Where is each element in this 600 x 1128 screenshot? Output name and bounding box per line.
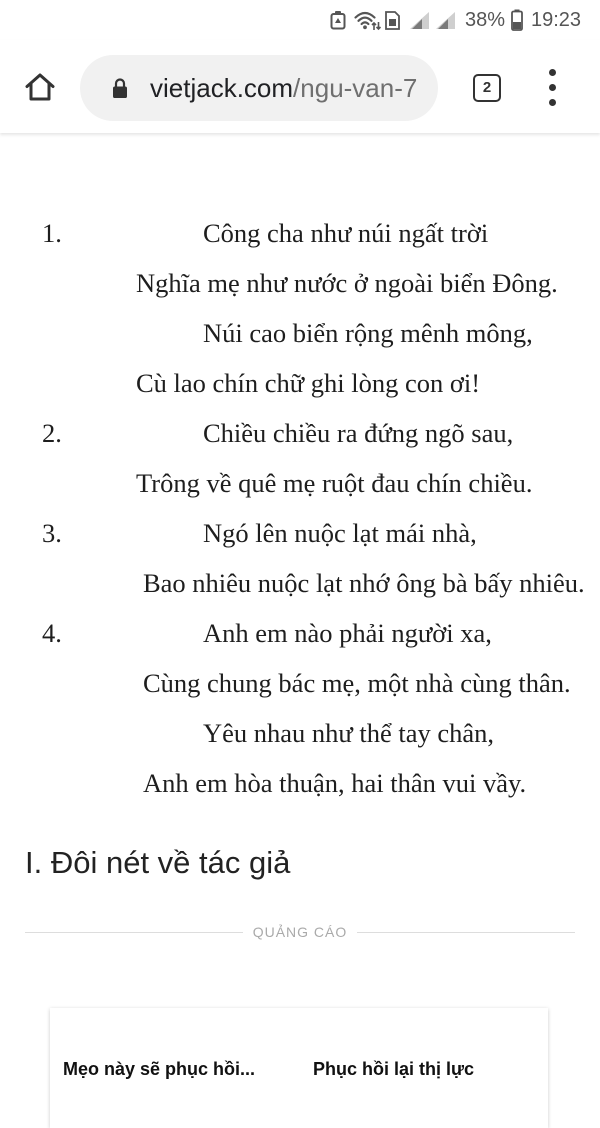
stanza-number: 1. xyxy=(42,218,62,248)
more-vert-icon[interactable] xyxy=(541,65,565,111)
poem-line: Công cha như núi ngất trời xyxy=(203,218,489,248)
poem-line: Ngó lên nuộc lạt mái nhà, xyxy=(203,518,477,548)
url-domain: vietjack.com xyxy=(150,73,294,103)
url-text xyxy=(150,55,428,121)
ad-area xyxy=(0,1000,600,1079)
battery-percentage: 38% xyxy=(465,9,506,31)
poem-line: Nghĩa mẹ như nước ở ngoài biển Đông. xyxy=(136,268,558,298)
ad-label: QUẢNG CÁO xyxy=(252,924,348,940)
ad-item-title[interactable]: Mẹo này sẽ phục hồi... xyxy=(63,1059,256,1079)
sim-card-icon xyxy=(385,11,400,30)
stanza-number: 2. xyxy=(42,418,62,448)
poem-line: Núi cao biển rộng mênh mông, xyxy=(203,318,533,348)
ad-card xyxy=(50,1008,548,1128)
section-heading: I. Đôi nét về tác giả xyxy=(25,845,291,880)
ad-divider xyxy=(25,922,575,942)
lock-icon[interactable] xyxy=(112,77,128,99)
stanza-number: 3. xyxy=(42,518,62,548)
home-icon xyxy=(24,71,56,103)
signal-icon xyxy=(435,11,456,30)
ad-item-title[interactable]: Phục hồi lại thị lực xyxy=(313,1059,475,1079)
signal-icon xyxy=(409,11,430,30)
divider-line xyxy=(357,932,575,933)
battery-icon xyxy=(511,9,523,31)
stanza-number: 4. xyxy=(42,618,62,648)
status-bar xyxy=(0,0,600,40)
poem-line: Cùng chung bác mẹ, một nhà cùng thân. xyxy=(143,668,571,698)
clock: 19:23 xyxy=(531,9,582,31)
url-path: /ngu-van-7 xyxy=(293,73,418,103)
tab-switcher-button[interactable]: 2 xyxy=(473,74,501,102)
poem-line: Chiều chiều ra đứng ngõ sau, xyxy=(203,418,514,448)
wifi-icon xyxy=(354,10,381,31)
poem-line: Anh em nào phải người xa, xyxy=(203,618,492,648)
address-bar[interactable] xyxy=(80,55,438,121)
poem-line: Trông về quê mẹ ruột đau chín chiều. xyxy=(136,468,533,498)
poem-line: Bao nhiêu nuộc lạt nhớ ông bà bấy nhiêu. xyxy=(143,568,585,598)
notification-icon xyxy=(330,10,346,30)
poem-line: Anh em hòa thuận, hai thân vui vầy. xyxy=(143,768,527,798)
browser-toolbar xyxy=(0,40,600,133)
poem-line: Cù lao chín chữ ghi lòng con ơi! xyxy=(136,368,481,398)
poem-line: Yêu nhau như thể tay chân, xyxy=(203,718,495,748)
home-button[interactable] xyxy=(24,71,56,103)
